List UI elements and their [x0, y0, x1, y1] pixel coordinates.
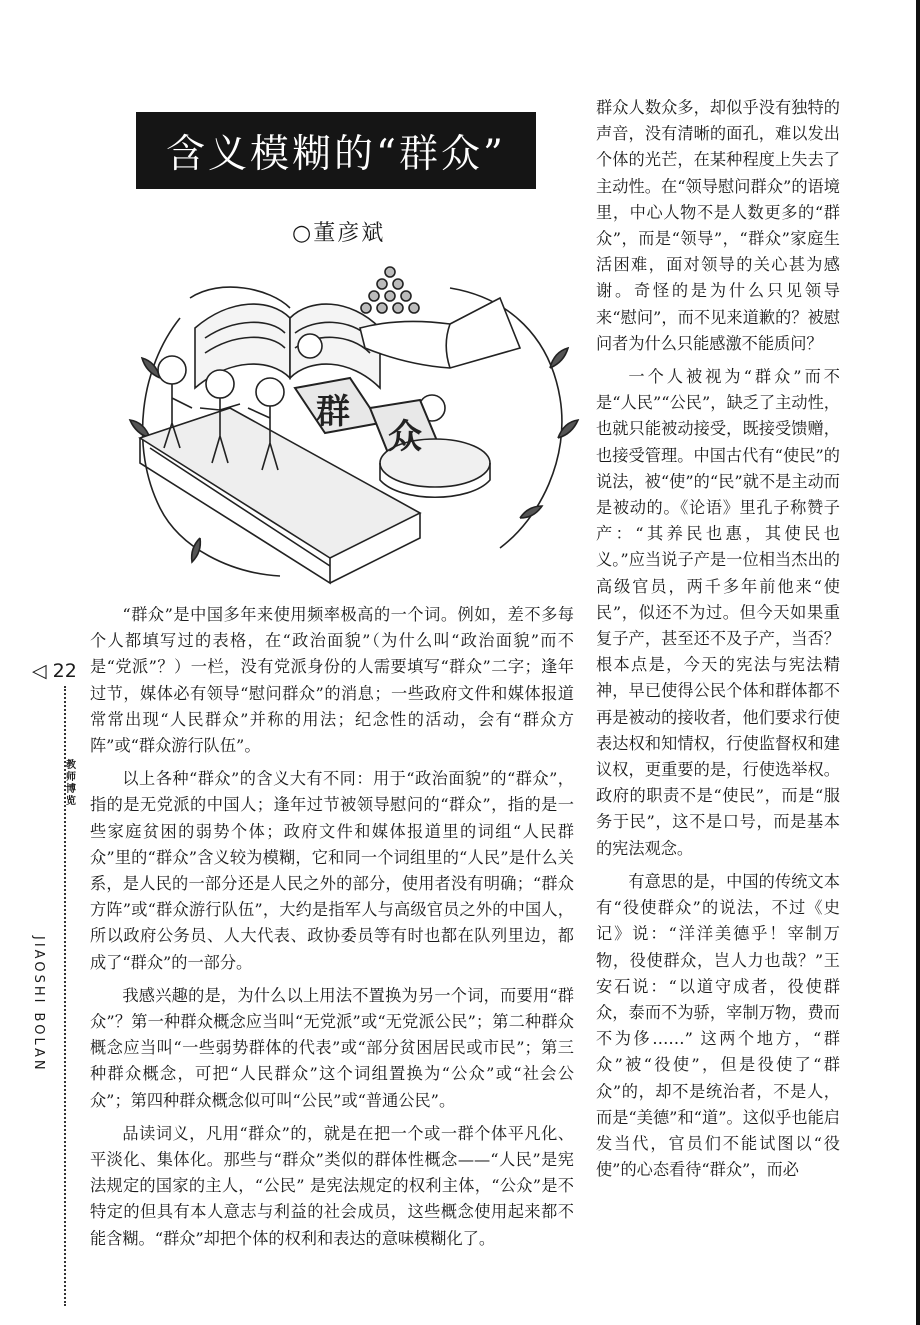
paragraph: “群众”是中国多年来使用频率极高的一个词。例如，差不多每个人都填写过的表格，在“政治面貌”（为什么叫“政治面貌”而不是“党派”？）一栏，没有党派身份的人需要填写“群众”二字；逢年过节，媒体必有领导“慰问群众”的消息；一些政府文件和媒体报道常常出现“人民群众”并称的用法；纪念性的活动，会有“群众方阵”或“群众游行队伍”。 — [90, 605, 574, 756]
sign-glyph-1: 群 — [316, 392, 350, 432]
paragraph-continued: 群众人数众多，却似乎没有独特的声音，没有清晰的面孔，难以发出个体的光芒，在某种程度上失去了主动性。在“领导慰问群众”的语境里，中心人物不是人数更多的“群众”，而是“领导”，“群众”家庭生活困难，面对领导的关心甚为感谢。奇怪的是为什么只见领导来“慰问”，而不见来道歉的？被慰问者为什么只能感激不能质问？ — [596, 98, 840, 353]
author-byline: ○董彦斌 — [292, 221, 386, 246]
journal-name-cn: 教师博览 — [66, 760, 76, 807]
paragraph: 一个人被视为“群众”而不是“人民”“公民”，缺乏了主动性，也就只能被动接受，既接受馈赠，也接受管理。中国古代有“使民”的说法，被“使”的“民”就不是主动而是被动的。《论语》里孔子称赞子产：“其养民也惠，其使民也义。”应当说子产是一位相当杰出的高级官员，两千多年前他来“使民”，似还不为过。但今天如果重复子产，甚至还不及子产，当否？根本点是，今天的宪法与宪法精神，早已使得公民个体和群体都不再是被动的接收者，他们要求行使表达权和知情权，行使监督权和建议权，更重要的是，行使选举权。政府的职责不是“使民”，而是“服务于民”，这不是口号，而是基本的宪法观念。 — [596, 367, 840, 858]
body-left-column — [90, 602, 574, 1259]
paragraph: 有意思的是，中国的传统文本有“役使群众”的说法，不过《史记》说：“洋洋美德乎！宰制万物，役使群众，岂人力也哉？”王安石说：“以道守成者，役使群众，泰而不为骄，宰制万物，费而不为侈……” 这两个地方，“群众”被“役使”，但是役使了“群众”的，却不是统治者，不是人，而是“美德”和“道”。这似乎也能启发当代，官员们不能试图以“役使”的心态看待“群众”，而必 — [596, 871, 840, 1180]
body-right-column — [596, 95, 840, 1190]
article-title: 含义模糊的“群众” — [136, 112, 536, 189]
paragraph: 品读词义，凡用“群众”的，就是在把一个或一群个体平凡化、平淡化、集体化。那些与“群众”类似的群体性概念——“人民”是宪法规定的国家的主人，“公民” 是宪法规定的权利主体，“公众”是不特定的但具有本人意志与利益的社会成员，这些概念使用起来都不能含糊。“群众”却把个体的权利和表达的意味模糊化了。 — [90, 1123, 574, 1248]
sign-glyph-2: 众 — [388, 417, 422, 457]
page-edge — [916, 0, 920, 1325]
paragraph: 我感兴趣的是，为什么以上用法不置换为另一个词，而要用“群众”？第一种群众概念应当叫“无党派”或“无党派公民”；第二种群众概念应当叫“一些弱势群体的代表”或“部分贫困居民或市民”；第三种群众概念，可把“人民群众”这个词组置换为“公众”或“社会公众”；第四种群众概念似可叫“公民”或“普通公民”。 — [90, 985, 574, 1110]
page-number: ◁ 22 — [32, 660, 77, 682]
paragraph: 以上各种“群众”的含义大有不同：用于“政治面貌”的“群众”，指的是无党派的中国人；逢年过节被领导慰问的“群众”，指的是一些家庭贫困的弱势个体；政府文件和媒体报道里的词组“人民群众”里的“群众”含义较为模糊，它和同一个词组里的“人民”是什么关系，是人民的一部分还是人民之外的部分，使用者没有明确；“群众方阵”或“群众游行队伍”，大约是指军人与高级官员之外的中国人，所以政府公务员、人大代表、政协委员等有时也都在队列里边，都成了“群众”的一部分。 — [90, 769, 574, 972]
article-illustration — [120, 258, 580, 588]
journal-name-en: JIAOSHI BOLAN — [31, 936, 46, 1073]
